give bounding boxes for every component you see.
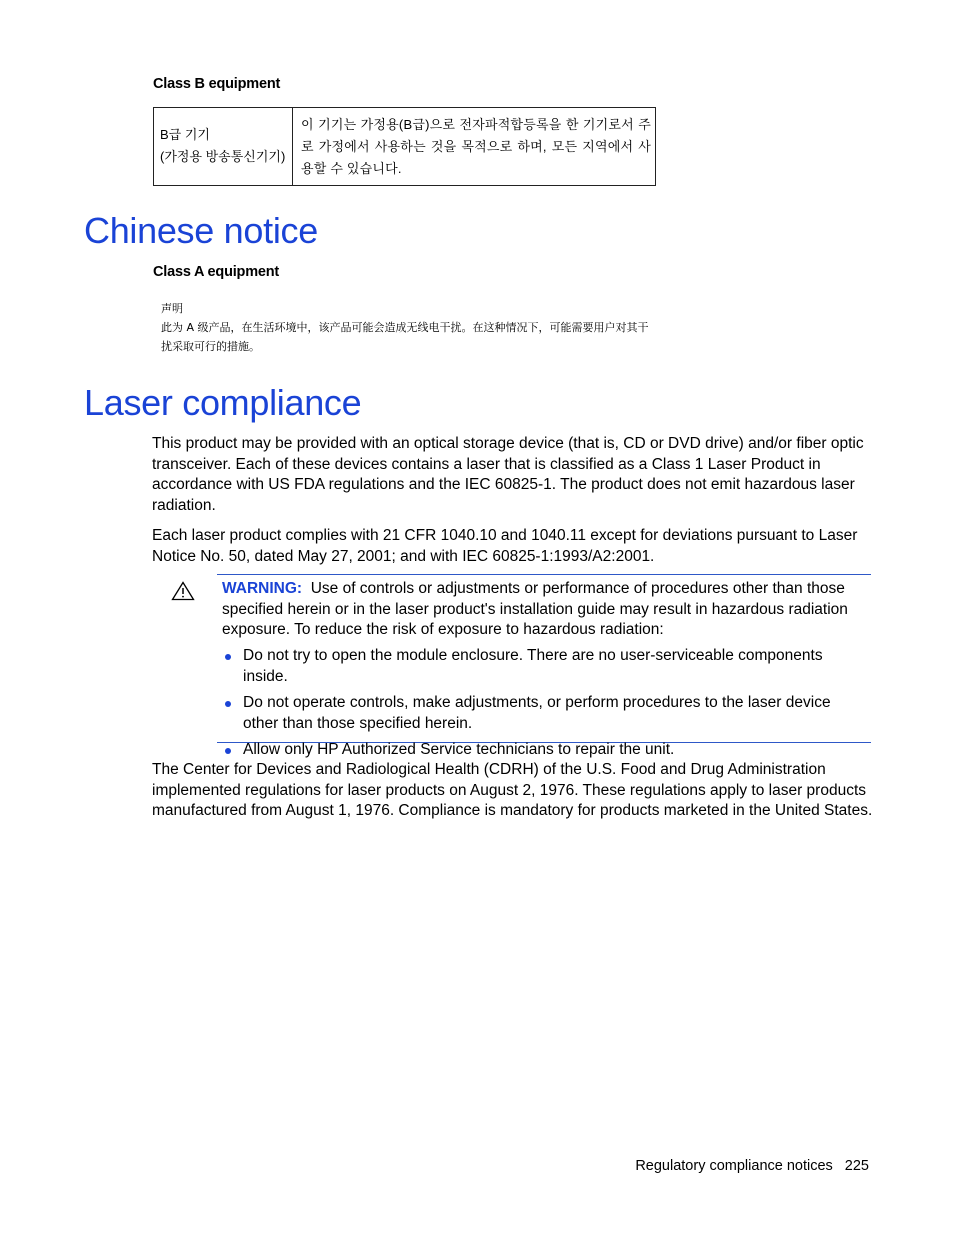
korean-class-sublabel: (가정용 방송통신기기) (160, 149, 286, 164)
list-item: Do not try to open the module enclosure. There are no user-serviceable components inside. (222, 646, 867, 687)
footer-section-title: Regulatory compliance notices (635, 1158, 833, 1174)
chinese-notice-block (161, 299, 651, 356)
cdrh-paragraph: The Center for Devices and Radiological Health (CDRH) of the U.S. Food and Drug Administration implemented regulations for laser products on August 2, 1976. These regulations apply to laser products manufactured from August 1, 1976. Compliance is mandatory for products marketed in the United States. (152, 761, 873, 819)
bullet-dot-icon (225, 654, 231, 660)
warning-bullet-list (222, 646, 867, 767)
class-b-heading: Class B equipment (153, 76, 281, 92)
chinese-notice-title: Chinese notice (84, 210, 318, 251)
korean-class-label: B급 기기 (160, 127, 210, 142)
laser-paragraph-2: Each laser product complies with 21 CFR 1040.10 and 1040.11 except for deviations pursuant to Laser Notice No. 50, dated May 27, 2001; and with IEC 60825-1:1993/A2:2001. (152, 527, 858, 565)
korean-table-label-cell (154, 108, 293, 185)
laser-compliance-title: Laser compliance (84, 382, 362, 423)
chinese-notice-heading: 声明 (161, 302, 183, 315)
chinese-notice-text: 此为 A 级产品，在生活环境中，该产品可能会造成无线电干扰。在这种情况下，可能需要用户对其干扰采取可行的措施。 (161, 321, 649, 353)
korean-notice-table (153, 107, 656, 186)
page-number: 225 (844, 1158, 869, 1174)
warning-icon (171, 581, 195, 601)
warning-label: WARNING: (222, 580, 303, 597)
korean-notice-text: 이 기기는 가정용(B급)으로 전자파적합등록을 한 기기로서 주로 가정에서 사용하는 것을 목적으로 하며, 모든 지역에서 사용할 수 있습니다. (301, 117, 651, 176)
warning-text (222, 579, 862, 641)
list-item: Do not operate controls, make adjustments, or perform procedures to the laser device other than those specified herein. (222, 693, 867, 734)
warning-box (217, 574, 871, 758)
laser-paragraph-1: This product may be provided with an optical storage device (that is, CD or DVD drive) and/or fiber optic transceiver. Each of these devices contains a laser that is classified as a Class 1 Laser Product in accordance with US FDA regulations and the IEC 60825-1. The product does not emit hazardous laser radiation. (152, 435, 864, 514)
class-a-heading: Class A equipment (153, 264, 280, 280)
bullet-dot-icon (225, 748, 231, 754)
list-item: Allow only HP Authorized Service technicians to repair the unit. (222, 740, 867, 761)
warning-body: Use of controls or adjustments or performance of procedures other than those specified herein or in the laser product's installation guide may result in hazardous radiation exposure. To reduce the risk of exposure to hazardous radiation: (222, 580, 848, 638)
bullet-dot-icon (225, 701, 231, 707)
page-footer (560, 1158, 869, 1174)
